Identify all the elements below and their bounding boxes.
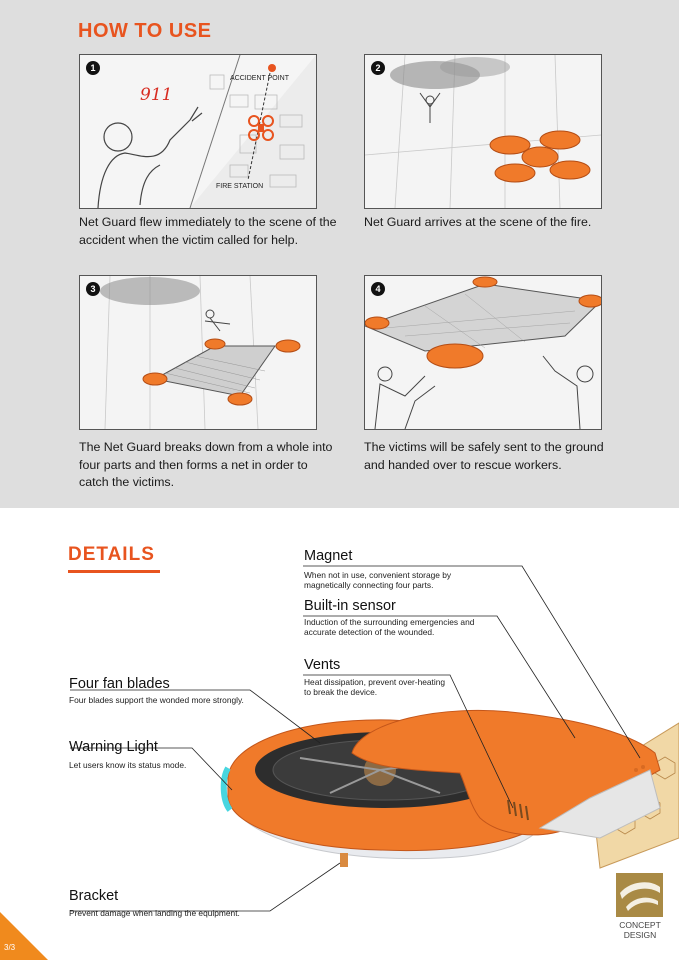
drone-arrival-sketch bbox=[365, 55, 601, 208]
step-4-illustration bbox=[364, 275, 602, 430]
callout-sensor-title: Built-in sensor bbox=[304, 598, 396, 614]
page-number: 3/3 bbox=[4, 943, 16, 952]
call-911-label: 911 bbox=[140, 85, 173, 105]
callout-magnet-title: Magnet bbox=[304, 548, 353, 564]
callout-bracket-desc: Prevent damage when landing the equipment. bbox=[69, 908, 240, 918]
step-1-badge: 1 bbox=[86, 61, 100, 75]
callout-fan-blades-desc: Four blades support the wonded more strongly. bbox=[69, 695, 244, 705]
callout-sensor-desc: Induction of the surrounding emergencies and accurate detection of the wounded. bbox=[304, 617, 475, 637]
how-to-use-title: HOW TO USE bbox=[78, 20, 212, 42]
step-2-caption: Net Guard arrives at the scene of the fire. bbox=[364, 215, 592, 229]
step-2-badge: 2 bbox=[371, 61, 385, 75]
callout-warning-light-desc: Let users know its status mode. bbox=[69, 760, 187, 770]
step-1-illustration bbox=[79, 54, 317, 209]
concept-design-text: CONCEPT DESIGN bbox=[619, 920, 661, 940]
step-3-badge: 3 bbox=[86, 282, 100, 296]
accident-point-label: ACCIDENT POINT bbox=[230, 75, 289, 82]
step-3-illustration bbox=[79, 275, 317, 430]
callout-fan-blades-title: Four fan blades bbox=[69, 676, 170, 692]
concept-design-logo bbox=[616, 873, 664, 939]
net-formation-sketch bbox=[80, 276, 316, 429]
callout-vents-title: Vents bbox=[304, 657, 341, 673]
callout-vents-desc: Heat dissipation, prevent over-heating to break the device. bbox=[304, 677, 446, 697]
callout-bracket-title: Bracket bbox=[69, 888, 119, 904]
rescue-handover-sketch bbox=[365, 276, 601, 429]
step-4-badge: 4 bbox=[371, 282, 385, 296]
step-3-caption: The Net Guard breaks down from a whole into four parts and then forms a net in order to catch the victims. bbox=[79, 440, 333, 489]
step-4-caption: The victims will be safely sent to the ground and handed over to rescue workers. bbox=[364, 440, 604, 472]
details-title: DETAILS bbox=[68, 544, 155, 565]
callout-warning-light-title: Warning Light bbox=[69, 739, 158, 755]
callout-magnet-desc: When not in use, convenient storage by magnetically connecting four parts. bbox=[304, 570, 452, 590]
step-2-illustration bbox=[364, 54, 602, 209]
fire-station-label: FIRE STATION bbox=[216, 183, 264, 190]
step-1-caption: Net Guard flew immediately to the scene of the accident when the victim called for help. bbox=[79, 215, 337, 247]
page-corner-tab bbox=[0, 912, 48, 960]
concept-design-emblem-icon bbox=[616, 873, 663, 917]
